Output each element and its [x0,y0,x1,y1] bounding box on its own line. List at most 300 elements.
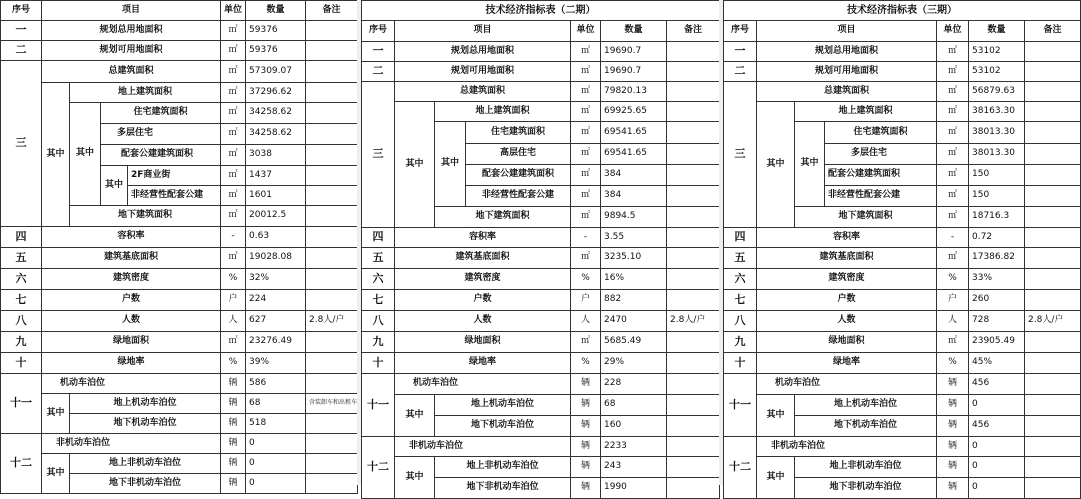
row-seq: 九 [1,332,42,353]
row-qty: 224 [246,290,306,311]
group-label: 其中 [795,122,825,207]
row-seq: 三 [362,82,395,228]
row-seq: 三 [1,61,42,227]
row-unit: ㎡ [571,186,601,207]
row-unit: 辆 [221,414,246,434]
row-qty: 23276.49 [246,332,306,353]
row-item: 地下非机动车泊位 [70,474,221,494]
table-row [724,437,1081,457]
row-note [306,61,358,83]
row-seq: 一 [362,42,395,62]
row-note [306,269,358,290]
row-note [667,248,720,269]
row-note [306,332,358,353]
row-qty: 69541.65 [601,122,667,144]
table-row [1,269,358,290]
group-label: 其中 [757,457,795,499]
row-item: 机动车泊位 [757,374,937,395]
row-qty: 3235.10 [601,248,667,269]
row-note [667,437,720,457]
table-row [724,311,1081,332]
title-row [724,1,1081,21]
row-note [306,454,358,474]
row-seq: 七 [724,290,757,311]
table-row [1,434,358,454]
row-qty: 150 [969,165,1025,186]
row-qty: 38163.30 [969,102,1025,122]
row-item: 容积率 [757,228,937,248]
header-row [1,1,358,21]
row-item: 配套公建建筑面积 [825,165,937,186]
row-note [1025,228,1081,248]
group-label: 其中 [42,394,70,434]
row-item: 非经营性配套公建 [825,186,937,207]
row-note [306,474,358,494]
row-unit: ㎡ [937,165,969,186]
header-note: 备注 [306,1,358,21]
row-qty: 59376 [246,21,306,41]
table-row [362,311,720,332]
row-item: 地上建筑面积 [435,102,571,122]
row-qty: 0 [969,395,1025,416]
row-qty: 68 [246,394,306,414]
row-note [1025,248,1081,269]
row-qty: 37296.62 [246,83,306,103]
row-item: 地上非机动车泊位 [70,454,221,474]
row-note [1025,457,1081,478]
row-note [1025,437,1081,457]
row-item: 地上非机动车泊位 [435,457,571,478]
row-qty: 69541.65 [601,144,667,165]
row-qty: 0 [969,437,1025,457]
table-row [1,83,358,103]
row-qty: 0.72 [969,228,1025,248]
row-item: 户数 [395,290,571,311]
table-row [1,248,358,269]
row-unit: 辆 [937,374,969,395]
row-note [667,332,720,353]
row-item: 建筑基底面积 [42,248,221,269]
row-note: 2.8人/户 [1025,311,1081,332]
row-seq: 五 [1,248,42,269]
row-qty: 2470 [601,311,667,332]
table-row [1,454,358,474]
row-qty: 23905.49 [969,332,1025,353]
table-row [724,62,1081,82]
table-row [724,82,1081,102]
row-item: 地上机动车泊位 [70,394,221,414]
row-item: 多层住宅 [101,124,221,145]
row-seq: 二 [362,62,395,82]
group-label: 其中 [435,122,466,207]
row-qty: 18716.3 [969,207,1025,228]
group-label: 其中 [70,103,101,206]
table-row [1,290,358,311]
row-qty: 17386.82 [969,248,1025,269]
row-qty: 38013.30 [969,144,1025,165]
row-item: 配套公建建筑面积 [101,145,221,166]
row-item: 绿地面积 [757,332,937,353]
row-qty: 260 [969,290,1025,311]
row-unit: 辆 [221,474,246,494]
header-qty: 数量 [246,1,306,21]
row-note [306,227,358,248]
row-unit: ㎡ [571,144,601,165]
row-item: 地下建筑面积 [435,207,571,228]
row-note: 含装卸车和出租车 [306,394,358,414]
row-qty: 456 [969,374,1025,395]
header-seq: 序号 [724,21,757,42]
row-unit: % [571,353,601,374]
row-note [306,248,358,269]
table-row [1,374,358,394]
row-note [1025,102,1081,122]
header-row [362,21,720,42]
row-seq: 十一 [1,374,42,434]
row-note [667,102,720,122]
row-unit: 辆 [571,374,601,395]
row-seq: 四 [362,228,395,248]
row-qty: 19028.08 [246,248,306,269]
row-item: 地下建筑面积 [795,207,937,228]
table-row [362,290,720,311]
table-row [1,41,358,61]
row-unit: ㎡ [937,186,969,207]
row-item: 非经营性配套公建 [466,186,571,207]
row-seq: 十 [362,353,395,374]
table-row [362,248,720,269]
row-note [1025,144,1081,165]
row-seq: 七 [362,290,395,311]
row-note [1025,42,1081,62]
row-seq: 十 [724,353,757,374]
header-seq: 序号 [1,1,42,21]
row-qty: 1601 [246,186,306,206]
row-seq: 十二 [1,434,42,494]
row-note [1025,62,1081,82]
table-row [1,311,358,332]
row-item: 绿地面积 [42,332,221,353]
table-row [724,332,1081,353]
row-note [306,353,358,374]
row-qty: 0 [246,474,306,494]
row-item: 建筑基底面积 [757,248,937,269]
row-qty: 59376 [246,41,306,61]
row-qty: 3.55 [601,228,667,248]
table-title: 技术经济指标表（二期） [362,1,720,21]
row-unit: ㎡ [937,122,969,144]
row-qty: 150 [969,186,1025,207]
table-row [362,42,720,62]
row-item: 机动车泊位 [42,374,221,394]
row-item: 地上建筑面积 [795,102,937,122]
row-unit: 辆 [937,395,969,416]
row-item: 总建筑面积 [757,82,937,102]
header-item: 项目 [395,21,571,42]
row-note [306,145,358,166]
row-unit: % [221,269,246,290]
row-qty: 243 [601,457,667,478]
row-item: 地下非机动车泊位 [435,478,571,499]
row-unit: 辆 [221,394,246,414]
table-row [362,374,720,395]
table-title: 技术经济指标表（三期） [724,1,1081,21]
row-note [306,290,358,311]
row-item: 户数 [757,290,937,311]
row-note [667,228,720,248]
row-item: 人数 [757,311,937,332]
header-seq: 序号 [362,21,395,42]
row-unit: % [937,353,969,374]
row-qty: 384 [601,165,667,186]
row-qty: 19690.7 [601,62,667,82]
row-unit: ㎡ [937,62,969,82]
table-row [724,353,1081,374]
row-unit: % [571,269,601,290]
table-row [1,332,358,353]
row-note [667,62,720,82]
table-row [362,353,720,374]
group-label: 其中 [757,395,795,437]
row-unit: ㎡ [221,41,246,61]
row-item: 地下机动车泊位 [795,416,937,437]
row-qty: 32% [246,269,306,290]
row-qty: 53102 [969,42,1025,62]
row-note [306,186,358,206]
row-qty: 20012.5 [246,206,306,227]
row-unit: ㎡ [221,61,246,83]
row-item: 非机动车泊位 [395,437,571,457]
row-unit: 辆 [571,457,601,478]
row-qty: 586 [246,374,306,394]
row-seq: 十二 [724,437,757,499]
row-note [306,103,358,124]
table-row [724,269,1081,290]
row-item: 规划总用地面积 [395,42,571,62]
row-unit: ㎡ [571,165,601,186]
row-item: 总建筑面积 [42,61,221,83]
group-label: 其中 [101,166,128,206]
row-qty: 0 [246,434,306,454]
row-item: 地上机动车泊位 [435,395,571,416]
table-row [724,457,1081,478]
row-item: 建筑基底面积 [395,248,571,269]
row-seq: 二 [724,62,757,82]
row-item: 绿地率 [42,353,221,374]
row-note [667,478,720,499]
row-note: 2.8人/户 [306,311,358,332]
header-qty: 数量 [969,21,1025,42]
row-seq: 四 [1,227,42,248]
row-unit: 户 [221,290,246,311]
row-seq: 八 [362,311,395,332]
row-unit: ㎡ [221,21,246,41]
row-qty: 38013.30 [969,122,1025,144]
row-seq: 六 [724,269,757,290]
row-qty: 384 [601,186,667,207]
row-item: 地上机动车泊位 [795,395,937,416]
row-item: 建筑密度 [757,269,937,290]
row-note [1025,374,1081,395]
row-item: 地下建筑面积 [70,206,221,227]
indicator-table [361,0,720,499]
row-note [1025,269,1081,290]
row-unit: - [221,227,246,248]
table-row [362,437,720,457]
header-row [724,21,1081,42]
table-row [724,42,1081,62]
row-unit: ㎡ [571,82,601,102]
row-qty: 56879.63 [969,82,1025,102]
row-unit: 辆 [937,457,969,478]
indicator-table-phase-2 [361,0,719,493]
table-row [1,353,358,374]
row-note [667,457,720,478]
row-item: 地下机动车泊位 [70,414,221,434]
row-unit: ㎡ [221,206,246,227]
row-unit: ㎡ [571,332,601,353]
header-item: 项目 [757,21,937,42]
row-unit: ㎡ [571,42,601,62]
row-qty: 9894.5 [601,207,667,228]
row-unit: ㎡ [571,102,601,122]
row-unit: ㎡ [937,207,969,228]
row-unit: ㎡ [937,82,969,102]
row-item: 规划可用地面积 [757,62,937,82]
row-unit: ㎡ [221,166,246,186]
table-row [362,269,720,290]
row-unit: ㎡ [221,83,246,103]
row-qty: 34258.62 [246,103,306,124]
row-unit: ㎡ [571,62,601,82]
row-item: 地上建筑面积 [70,83,221,103]
table-row [724,374,1081,395]
row-note [306,166,358,186]
row-note [1025,122,1081,144]
row-note [1025,186,1081,207]
row-item: 容积率 [42,227,221,248]
row-item: 建筑密度 [395,269,571,290]
row-seq: 六 [1,269,42,290]
row-note [667,207,720,228]
row-note [667,186,720,207]
row-seq: 六 [362,269,395,290]
row-unit: ㎡ [937,42,969,62]
row-unit: ㎡ [571,207,601,228]
row-qty: 2233 [601,437,667,457]
row-item: 机动车泊位 [395,374,571,395]
header-unit: 单位 [571,21,601,42]
group-label: 其中 [42,83,70,227]
row-item: 规划可用地面积 [395,62,571,82]
row-item: 规划总用地面积 [42,21,221,41]
row-unit: ㎡ [221,145,246,166]
row-note [306,41,358,61]
row-item: 非经营性配套公建 [128,186,221,206]
row-item: 绿地率 [757,353,937,374]
row-item: 2F商业街 [128,166,221,186]
row-item: 地下非机动车泊位 [795,478,937,499]
row-seq: 一 [724,42,757,62]
row-note [1025,332,1081,353]
row-note [667,374,720,395]
row-unit: 辆 [571,395,601,416]
row-unit: 辆 [937,478,969,499]
table-row [724,395,1081,416]
row-note [306,414,358,434]
row-qty: 1437 [246,166,306,186]
row-item: 多层住宅 [825,144,937,165]
row-item: 容积率 [395,228,571,248]
row-note [306,374,358,394]
row-qty: 29% [601,353,667,374]
table-row [1,394,358,414]
table-row [1,21,358,41]
row-item: 配套公建建筑面积 [466,165,571,186]
row-note [306,21,358,41]
row-seq: 十 [1,353,42,374]
row-note [667,353,720,374]
table-row [724,290,1081,311]
row-note [1025,82,1081,102]
row-note [667,416,720,437]
row-unit: ㎡ [937,102,969,122]
row-seq: 五 [362,248,395,269]
row-seq: 一 [1,21,42,41]
header-unit: 单位 [937,21,969,42]
row-seq: 十一 [362,374,395,437]
row-item: 地下机动车泊位 [435,416,571,437]
table-row [362,395,720,416]
row-qty: 16% [601,269,667,290]
row-item: 规划可用地面积 [42,41,221,61]
row-note [667,82,720,102]
row-qty: 456 [969,416,1025,437]
row-item: 总建筑面积 [395,82,571,102]
row-seq: 八 [1,311,42,332]
row-unit: ㎡ [571,122,601,144]
row-unit: ㎡ [221,186,246,206]
row-unit: 辆 [937,437,969,457]
row-qty: 1990 [601,478,667,499]
row-qty: 0 [969,478,1025,499]
indicator-table [723,0,1081,499]
row-unit: 辆 [571,416,601,437]
row-qty: 0 [246,454,306,474]
group-label: 其中 [42,454,70,494]
row-unit: 户 [937,290,969,311]
indicator-table-phase-3 [723,0,1080,493]
row-qty: 34258.62 [246,124,306,145]
row-qty: 57309.07 [246,61,306,83]
row-qty: 39% [246,353,306,374]
row-note [1025,416,1081,437]
row-note: 2.8人/户 [667,311,720,332]
row-unit: - [571,228,601,248]
row-note [1025,207,1081,228]
row-seq: 十二 [362,437,395,499]
row-unit: ㎡ [221,248,246,269]
row-qty: 68 [601,395,667,416]
row-note [306,434,358,454]
table-row [362,228,720,248]
row-unit: ㎡ [221,124,246,145]
row-unit: 辆 [937,416,969,437]
row-qty: 728 [969,311,1025,332]
row-item: 非机动车泊位 [757,437,937,457]
row-qty: 45% [969,353,1025,374]
group-label: 其中 [395,395,435,437]
